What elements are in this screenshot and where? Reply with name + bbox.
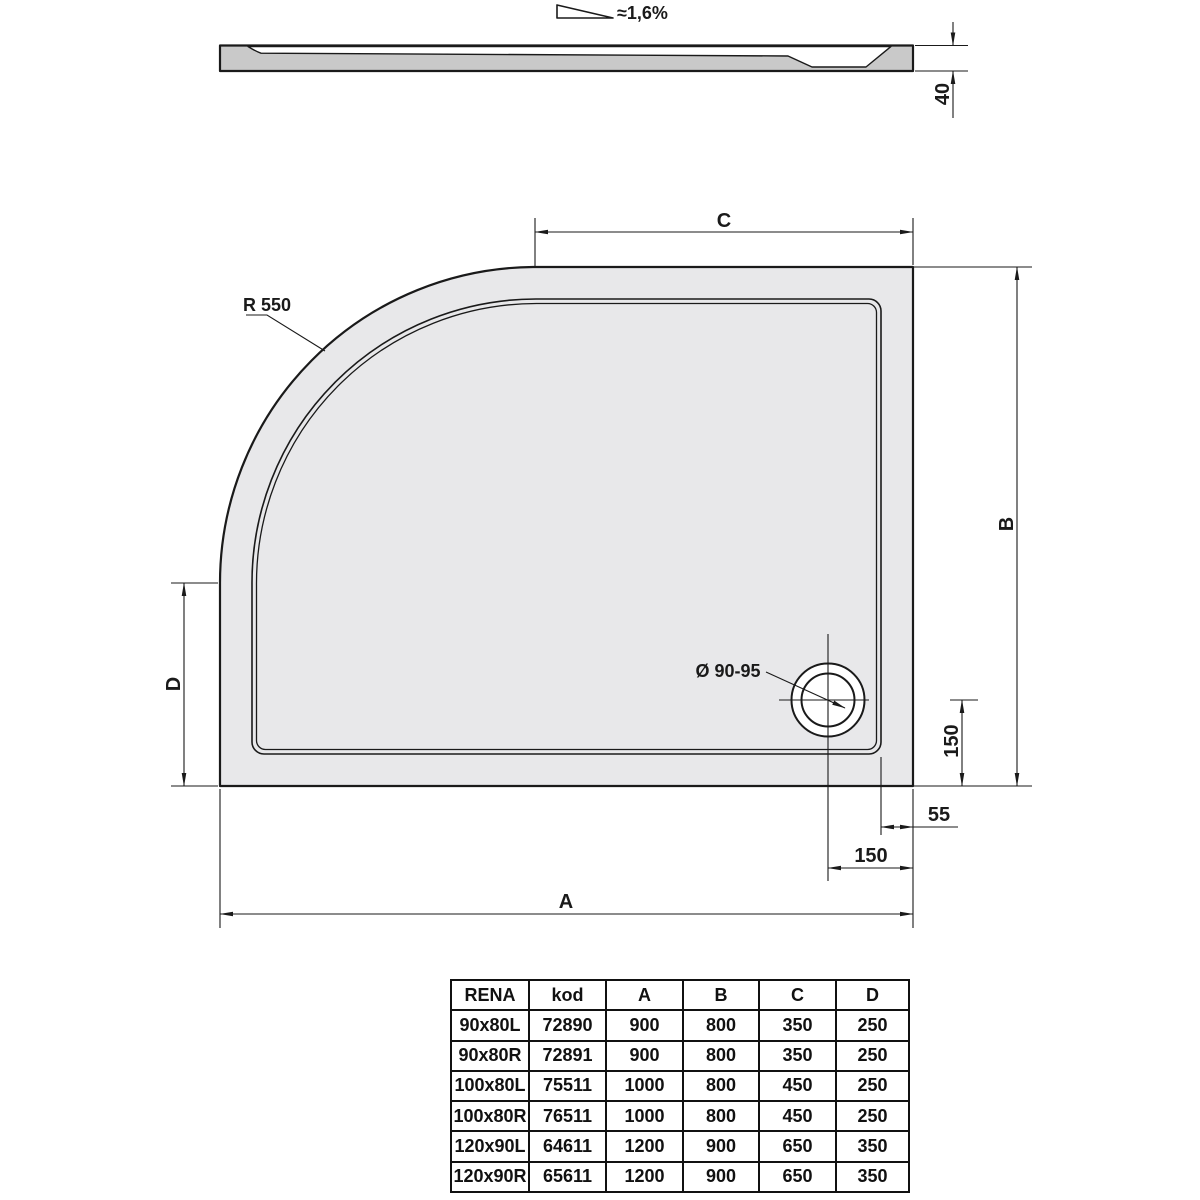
- table-cell: 450: [759, 1071, 836, 1101]
- radius-label: R 550: [242, 295, 292, 315]
- dimension-d: [163, 583, 218, 786]
- table-cell: 90x80L: [451, 1010, 529, 1040]
- table-cell: 800: [683, 1101, 759, 1131]
- table-cell: 1200: [606, 1162, 683, 1192]
- table-cell: 900: [683, 1131, 759, 1161]
- dim-a-label: A: [558, 891, 574, 913]
- dim-d-label: D: [163, 676, 185, 692]
- table-cell: 900: [683, 1162, 759, 1192]
- table-cell: 900: [606, 1041, 683, 1071]
- table-header-cell: B: [683, 980, 759, 1010]
- dim-c-label: C: [716, 210, 732, 232]
- table-cell: 120x90R: [451, 1162, 529, 1192]
- table-row: [451, 1010, 909, 1040]
- table-cell: 650: [759, 1131, 836, 1161]
- table-header-cell: C: [759, 980, 836, 1010]
- table-row: [451, 1041, 909, 1071]
- size-table: [450, 979, 910, 1193]
- table-cell: 350: [759, 1010, 836, 1040]
- table-cell: 75511: [529, 1071, 606, 1101]
- table-header-cell: RENA: [451, 980, 529, 1010]
- thickness-label: 40: [932, 82, 954, 106]
- table-cell: 1000: [606, 1071, 683, 1101]
- table-cell: 100x80R: [451, 1101, 529, 1131]
- table-row: [451, 1101, 909, 1131]
- dim-150-bottom-label: 150: [854, 845, 888, 867]
- table-cell: 64611: [529, 1131, 606, 1161]
- table-row: [451, 1162, 909, 1192]
- drain-diameter-label: Ø 90-95: [695, 661, 761, 681]
- dim-b-label: B: [996, 516, 1018, 532]
- table-header-cell: A: [606, 980, 683, 1010]
- table-cell: 100x80L: [451, 1071, 529, 1101]
- table-cell: 800: [683, 1010, 759, 1040]
- table-cell: 250: [836, 1101, 909, 1131]
- table-cell: 800: [683, 1041, 759, 1071]
- slope-triangle-icon: [557, 5, 613, 18]
- table-cell: 1000: [606, 1101, 683, 1131]
- table-cell: 90x80R: [451, 1041, 529, 1071]
- dimension-150-bottom: [828, 845, 913, 868]
- table-cell: 250: [836, 1071, 909, 1101]
- dimension-b: [913, 267, 1032, 786]
- table-cell: 800: [683, 1071, 759, 1101]
- table-cell: 120x90L: [451, 1131, 529, 1161]
- table-cell: 350: [759, 1041, 836, 1071]
- table-cell: 650: [759, 1162, 836, 1192]
- side-section-view: [220, 3, 968, 118]
- table-cell: 250: [836, 1041, 909, 1071]
- table-header-row: [451, 980, 909, 1010]
- dim-150-right-label: 150: [941, 724, 963, 758]
- table-cell: 72890: [529, 1010, 606, 1040]
- table-cell: 76511: [529, 1101, 606, 1131]
- table-row: [451, 1131, 909, 1161]
- table-header-cell: kod: [529, 980, 606, 1010]
- dimension-a: [220, 789, 913, 928]
- table-cell: 900: [606, 1010, 683, 1040]
- table-header-cell: D: [836, 980, 909, 1010]
- table-cell: 350: [836, 1162, 909, 1192]
- table-cell: 450: [759, 1101, 836, 1131]
- radius-annotation: [243, 295, 325, 351]
- table-row: [451, 1071, 909, 1101]
- slope-label: ≈1,6%: [617, 3, 668, 23]
- dimension-150-right: [941, 700, 978, 786]
- table-cell: 65611: [529, 1162, 606, 1192]
- table-cell: 72891: [529, 1041, 606, 1071]
- table-cell: 350: [836, 1131, 909, 1161]
- dimension-40: [915, 22, 968, 118]
- dimension-c: [535, 210, 913, 266]
- table-cell: 1200: [606, 1131, 683, 1161]
- plan-view: [220, 267, 913, 881]
- radius-leader-line: [246, 315, 325, 351]
- dim-55-label: 55: [927, 804, 951, 826]
- table-cell: 250: [836, 1010, 909, 1040]
